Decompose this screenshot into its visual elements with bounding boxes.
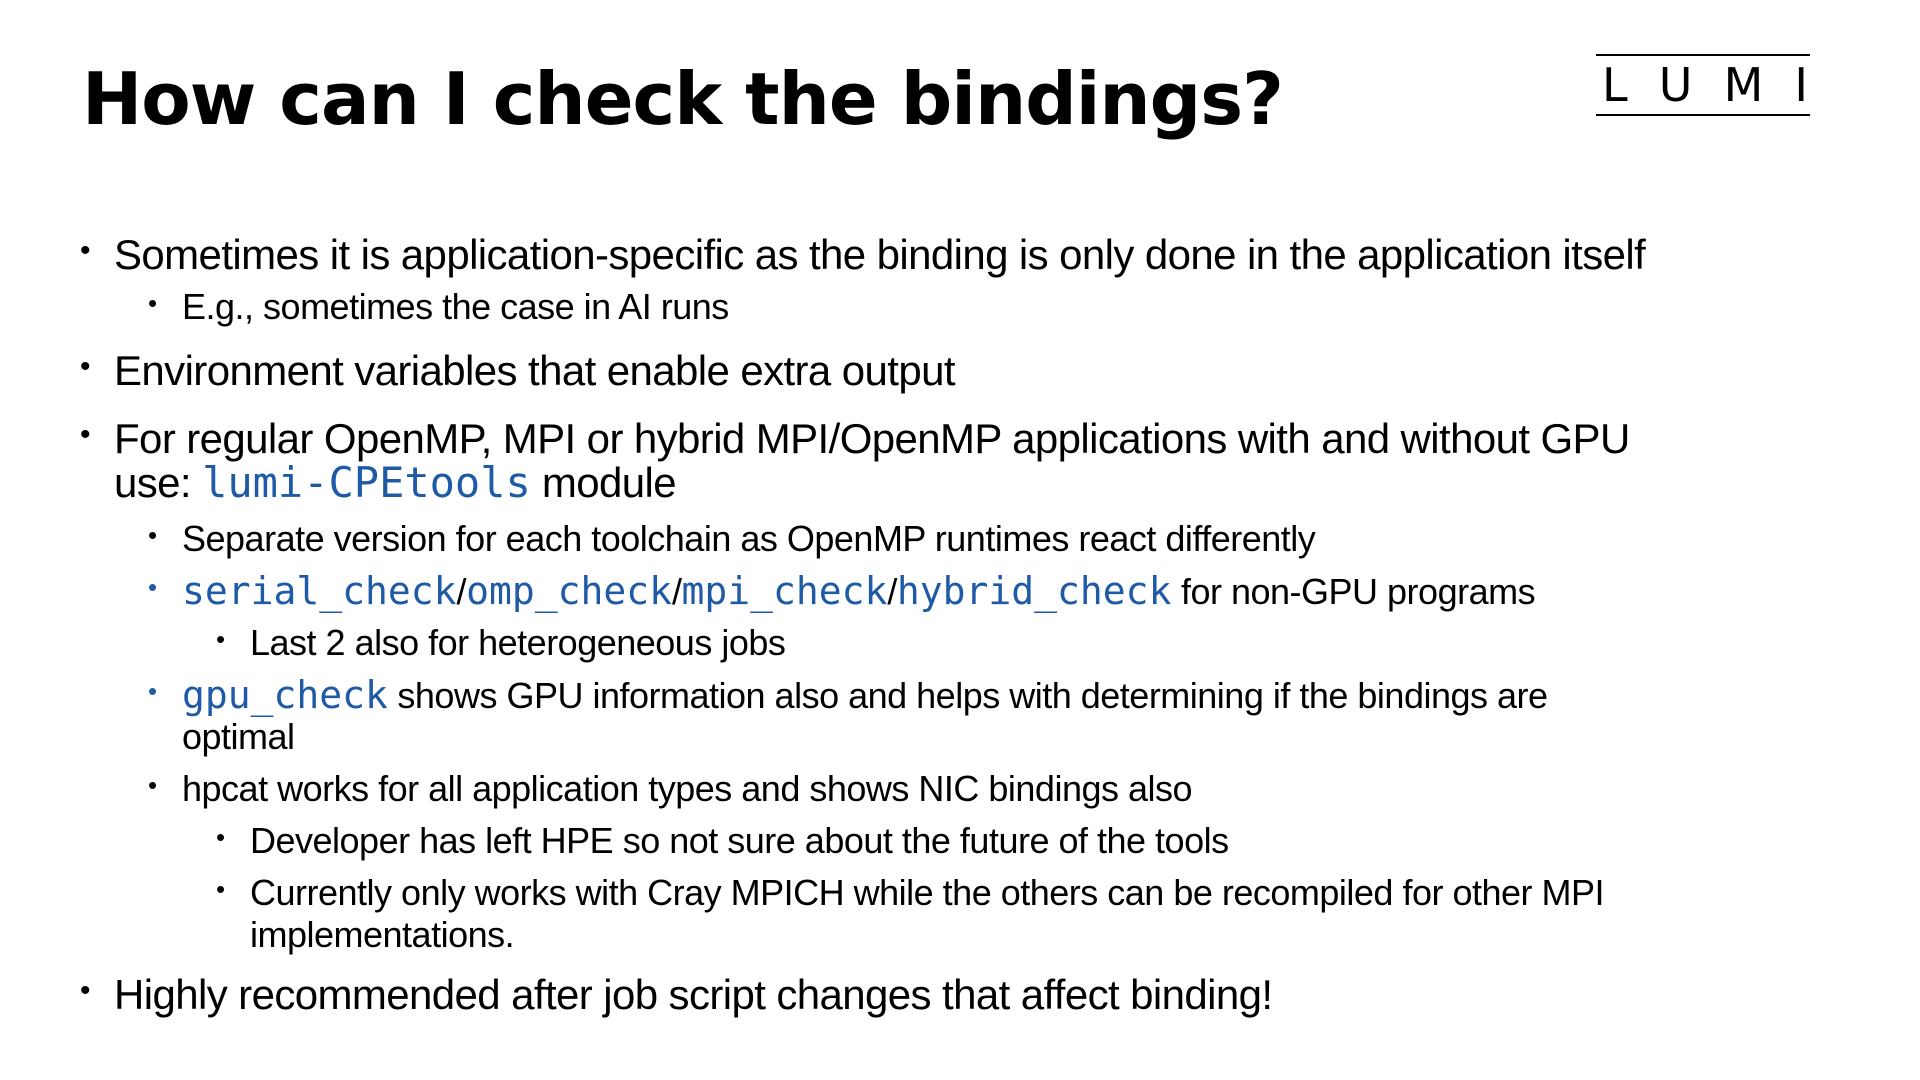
code-lumi-cpetools: lumi-CPEtools xyxy=(202,458,531,507)
code-gpu-check: gpu_check xyxy=(182,673,388,717)
bullet-text: Highly recommended after job script changes that affect binding! xyxy=(114,971,1273,1018)
sub-sub-bullet-text: Last 2 also for heterogeneous jobs xyxy=(250,622,786,663)
bullet-icon: • xyxy=(216,874,226,904)
sub-bullet-text: hpcat works for all application types and shows NIC bindings also xyxy=(182,768,1193,809)
text-fragment: for non-GPU programs xyxy=(1171,571,1536,612)
bullet-icon: • xyxy=(216,624,226,654)
sub-sub-bullet-text: Developer has left HPE so not sure about the future of the tools xyxy=(250,820,1229,861)
bullet-icon: • xyxy=(80,418,91,451)
text-fragment: module xyxy=(530,459,677,506)
code-omp-check: omp_check xyxy=(466,569,672,613)
bullet-text: For regular OpenMP, MPI or hybrid MPI/OpenMP applications with and without GPU xyxy=(114,415,1630,462)
sub-bullet-text: Separate version for each toolchain as OpenMP runtimes react differently xyxy=(182,518,1316,559)
code-mpi-check: mpi_check xyxy=(681,569,888,613)
sub-sub-bullet-text: Currently only works with Cray MPICH while the others can be recompiled for other MPI xyxy=(250,872,1605,913)
bullet-icon: • xyxy=(148,676,158,706)
text-fragment: use: xyxy=(114,459,203,506)
sub-sub-bullet-text-line2: implementations. xyxy=(250,914,515,955)
logo-letter: M xyxy=(1723,58,1764,112)
code-hybrid-check: hybrid_check xyxy=(896,569,1172,613)
bullet-icon: • xyxy=(148,572,158,602)
bullet-icon: • xyxy=(80,234,91,267)
sub-bullet-text xyxy=(182,570,1535,613)
bullet-icon: • xyxy=(80,974,91,1007)
separator: / xyxy=(456,571,467,612)
logo-letter: I xyxy=(1794,58,1808,112)
sub-bullet-text: E.g., sometimes the case in AI runs xyxy=(182,286,729,327)
lumi-logo xyxy=(1596,54,1810,116)
bullet-icon: • xyxy=(80,350,91,383)
bullet-text: Environment variables that enable extra output xyxy=(114,347,955,394)
code-serial-check: serial_check xyxy=(182,569,457,613)
sub-bullet-text-line2: optimal xyxy=(182,716,295,757)
bullet-text: Sometimes it is application-specific as the binding is only done in the application itself xyxy=(114,231,1646,278)
sub-bullet-text xyxy=(182,674,1548,717)
bullet-icon: • xyxy=(148,770,158,800)
separator: / xyxy=(887,571,897,612)
bullet-icon: • xyxy=(148,288,158,318)
logo-letter: L xyxy=(1602,58,1628,112)
bullet-text-line2 xyxy=(114,460,676,505)
text-fragment: shows GPU information also and helps with determining if the bindings are xyxy=(387,675,1548,716)
slide-title: How can I check the bindings? xyxy=(82,57,1283,141)
bullet-icon: • xyxy=(216,822,226,852)
separator: / xyxy=(671,571,682,612)
bullet-icon: • xyxy=(148,520,158,550)
logo-letter: U xyxy=(1658,58,1693,112)
